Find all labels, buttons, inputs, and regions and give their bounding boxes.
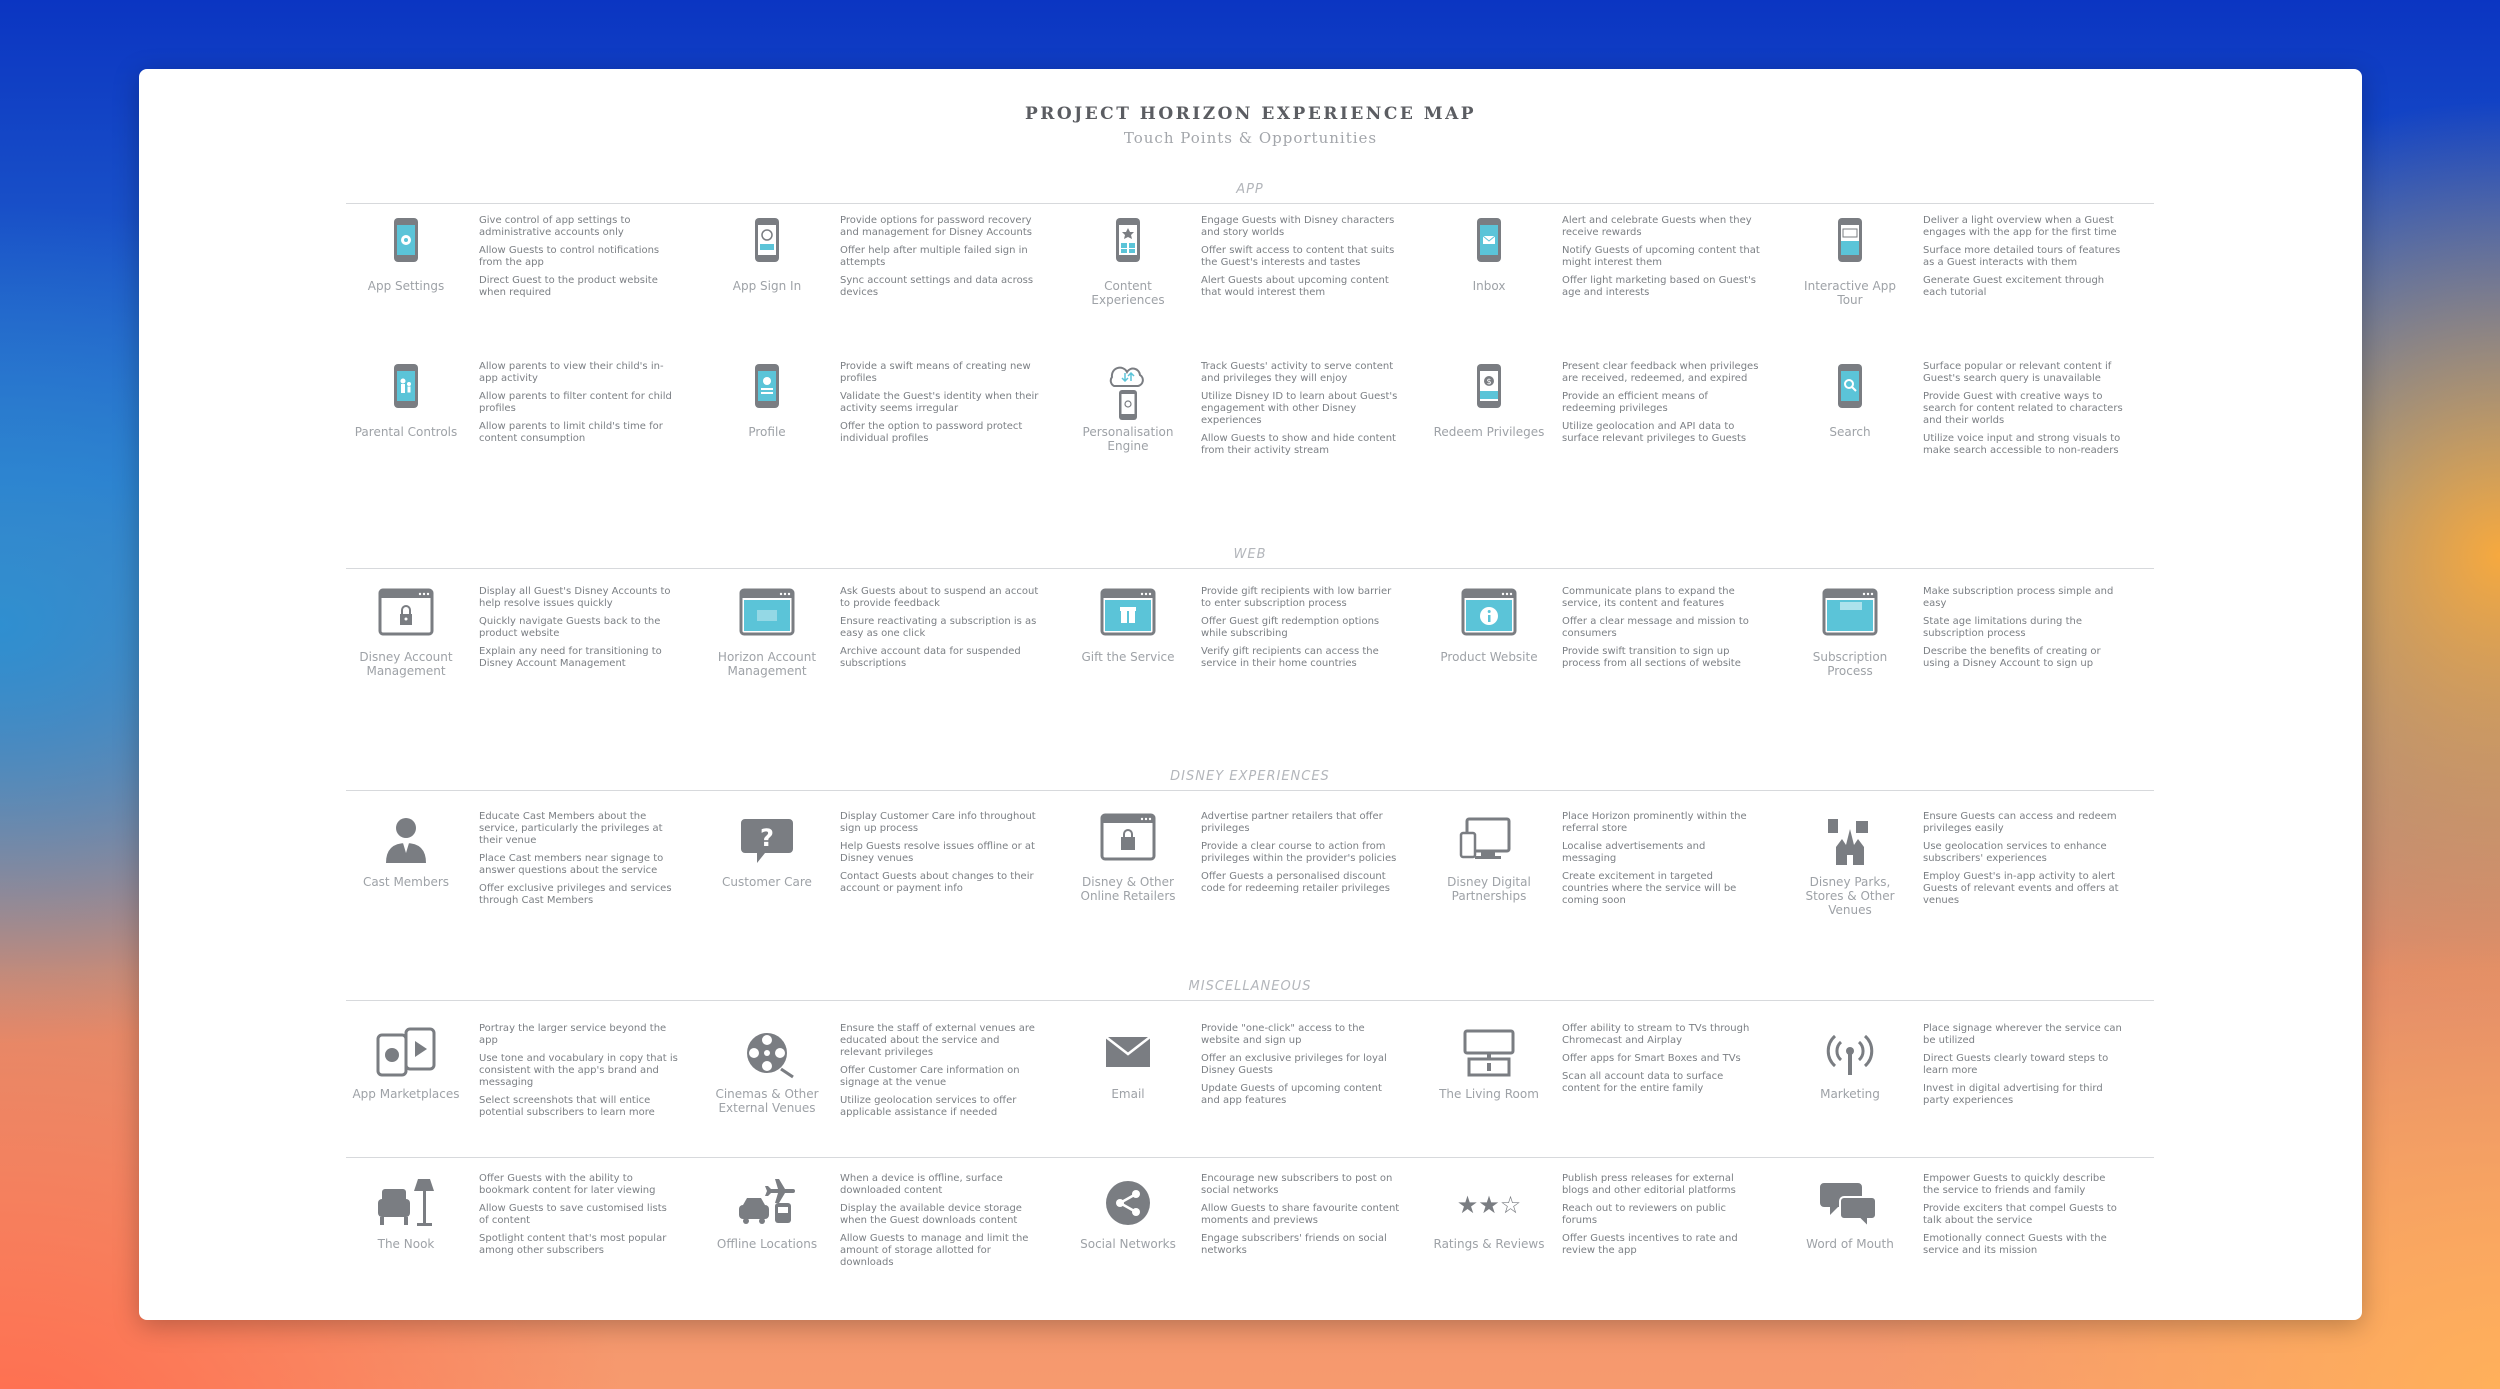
opportunity-item: Direct Guests clearly toward steps to learn more <box>1923 1053 2109 1076</box>
touchpoint-label: Word of Mouth <box>1806 1237 1894 1251</box>
speech-bubbles-icon <box>1814 1173 1886 1235</box>
touchpoint-label: Disney Parks, Stores & Other Venues <box>1805 875 1895 917</box>
touchpoint-cell <box>707 361 1068 486</box>
opportunity-item: Display all Guest's Disney Accounts to help resolve issues quickly <box>479 586 671 609</box>
touchpoint-cell <box>1429 1173 1790 1298</box>
opportunity-item: Portray the larger service beyond the app <box>479 1023 667 1046</box>
touchpoint-label: Horizon Account Management <box>717 650 817 678</box>
opportunity-item: Offer an exclusive privileges for loyal Disney Guests <box>1201 1053 1387 1076</box>
touchpoint-row <box>346 1023 2154 1148</box>
opportunity-item: Display Customer Care info throughout sign up process <box>840 811 1036 834</box>
browser-join-icon <box>1814 586 1886 648</box>
opportunity-item: Offer help after multiple failed sign in attempts <box>840 245 1028 268</box>
touchpoint-cell <box>1790 361 2151 486</box>
opportunity-item: Contact Guests about changes to their account or payment info <box>840 871 1034 894</box>
opportunity-item: Allow Guests to save customised lists of content <box>479 1203 667 1226</box>
touchpoint-cell <box>1429 586 1790 711</box>
opportunity-item: Educate Cast Members about the service, particularly the privileges at their venue <box>479 811 663 846</box>
phone-search-icon <box>1814 361 1886 423</box>
armchair-lamp-icon <box>370 1173 442 1235</box>
opportunity-item: Archive account data for suspended subscriptions <box>840 646 1021 669</box>
touchpoint-cell <box>1429 811 1790 936</box>
opportunity-item: Ensure the staff of external venues are educated about the service and relevant privileges <box>840 1023 1035 1058</box>
touchpoint-cell <box>1790 1173 2151 1298</box>
touchpoint-label: Personalisation Engine <box>1082 425 1174 453</box>
touchpoint-label: App Marketplaces <box>352 1087 460 1101</box>
touchpoint <box>346 215 466 340</box>
opportunity-item: Offer swift access to content that suits the Guest's interests and tastes <box>1201 245 1395 268</box>
touchpoint-cell <box>1068 215 1429 340</box>
svg-text:$: $ <box>1486 377 1492 386</box>
opportunity-item: Display the available device storage when the Guest downloads content <box>840 1203 1022 1226</box>
row-divider <box>346 1157 2154 1158</box>
opportunities-list <box>840 586 1040 676</box>
touchpoint-cell <box>346 1023 707 1148</box>
opportunities-list <box>479 215 679 305</box>
touchpoint-cell <box>707 215 1068 340</box>
touchpoint <box>1790 811 1910 936</box>
share-icon <box>1092 1173 1164 1235</box>
opportunity-item: Present clear feedback when privileges are received, redeemed, and expired <box>1562 361 1759 384</box>
opportunity-item: Offer Guest gift redemption options while subscribing <box>1201 616 1380 639</box>
touchpoint-cell <box>1790 811 2151 936</box>
broadcast-icon <box>1814 1023 1886 1085</box>
browser-lock-icon <box>370 586 442 648</box>
opportunity-item: Scan all account data to surface content for the entire family <box>1562 1071 1724 1094</box>
touchpoint-label: Content Experiences <box>1091 279 1165 307</box>
opportunity-item: Engage Guests with Disney characters and story worlds <box>1201 215 1395 238</box>
touchpoint <box>1429 361 1549 486</box>
touchpoint-cell <box>707 586 1068 711</box>
touchpoint-label: Interactive App Tour <box>1804 279 1896 307</box>
opportunities-list <box>1923 215 2123 305</box>
touchpoint-row <box>346 811 2154 936</box>
film-reel-icon <box>731 1023 803 1085</box>
touchpoint-cell <box>707 1173 1068 1298</box>
opportunity-item: Offer apps for Smart Boxes and TVs <box>1562 1053 1741 1064</box>
opportunity-item: Help Guests resolve issues offline or at Disney venues <box>840 841 1035 864</box>
opportunity-item: Allow parents to filter content for child profiles <box>479 391 672 414</box>
touchpoint-label: Social Networks <box>1080 1237 1176 1251</box>
opportunity-item: Give control of app settings to administrative accounts only <box>479 215 631 238</box>
touchpoint-cell <box>707 1023 1068 1148</box>
opportunity-item: Utilize voice input and strong visuals to make search accessible to non-readers <box>1923 433 2121 456</box>
touchpoint-row <box>346 361 2154 486</box>
opportunity-item: Offer Guests with the ability to bookmark content for later viewing <box>479 1173 656 1196</box>
section-disney-experiences <box>346 768 2154 791</box>
opportunity-item: Direct Guest to the product website when required <box>479 275 658 298</box>
touchpoint-cell <box>1068 811 1429 936</box>
touchpoint-label: Cast Members <box>362 875 450 889</box>
opportunity-item: Provide "one-click" access to the website and sign up <box>1201 1023 1365 1046</box>
touchpoint <box>1429 1023 1549 1148</box>
touchpoint <box>346 811 466 936</box>
touchpoint-label: Cinemas & Other External Venues <box>715 1087 819 1115</box>
opportunity-item: Offer the option to password protect individual profiles <box>840 421 1023 444</box>
opportunity-item: Communicate plans to expand the service, its content and features <box>1562 586 1735 609</box>
touchpoint-cell <box>1068 586 1429 711</box>
opportunities-list <box>1562 215 1762 305</box>
browser-my-account-icon <box>731 586 803 648</box>
opportunities-list <box>479 586 679 676</box>
opportunity-item: Offer a clear message and mission to consumers <box>1562 616 1749 639</box>
opportunity-item: Provide swift transition to sign up process from all sections of website <box>1562 646 1741 669</box>
touchpoint-row <box>346 215 2154 340</box>
opportunities-list <box>1201 811 1401 901</box>
section-web <box>346 546 2154 569</box>
opportunity-item: Allow Guests to control notifications from the app <box>479 245 660 268</box>
section-divider <box>346 1000 2154 1001</box>
opportunity-item: Alert Guests about upcoming content that would interest them <box>1201 275 1389 298</box>
opportunities-list <box>1562 361 1762 451</box>
phone-cloud-sync-icon <box>1092 361 1164 423</box>
opportunities-list <box>479 361 679 451</box>
touchpoint <box>1790 215 1910 340</box>
touchpoint-label: Disney & Other Online Retailers <box>1080 875 1176 903</box>
opportunity-item: Empower Guests to quickly describe the service to friends and family <box>1923 1173 2106 1196</box>
opportunity-item: Utilize geolocation services to offer applicable assistance if needed <box>840 1095 1017 1118</box>
opportunity-item: Track Guests' activity to serve content and privileges they will enjoy <box>1201 361 1394 384</box>
opportunity-item: Use geolocation services to enhance subscribers' experiences <box>1923 841 2107 864</box>
opportunity-item: State age limitations during the subscription process <box>1923 616 2082 639</box>
opportunity-item: Quickly navigate Guests back to the product website <box>479 616 661 639</box>
opportunity-item: Place signage wherever the service can be utilized <box>1923 1023 2122 1046</box>
section-label: WEB <box>1233 547 1267 562</box>
opportunity-item: Utilize Disney ID to learn about Guest's engagement with other Disney experiences <box>1201 391 1398 426</box>
touchpoint <box>1429 215 1549 340</box>
phone-sign-in-icon <box>731 215 803 277</box>
opportunity-item: Offer ability to stream to TVs through Chromecast and Airplay <box>1562 1023 1750 1046</box>
opportunity-item: Ask Guests about to suspend an accout to provide feedback <box>840 586 1039 609</box>
section-divider <box>346 790 2154 791</box>
castle-icon <box>1814 811 1886 873</box>
touchpoint-label: Gift the Service <box>1081 650 1175 664</box>
opportunity-item: Reach out to reviewers on public forums <box>1562 1203 1727 1226</box>
opportunities-list <box>1201 215 1401 305</box>
touchpoint <box>707 361 827 486</box>
touchpoint-cell <box>1068 361 1429 486</box>
cast-member-icon <box>370 811 442 873</box>
opportunities-list <box>840 1023 1040 1125</box>
travel-icon <box>731 1173 803 1235</box>
opportunity-item: Surface popular or relevant content if Guest's search query is unavailable <box>1923 361 2112 384</box>
touchpoint <box>1068 361 1188 486</box>
opportunities-list <box>840 1173 1040 1275</box>
touchpoint-cell <box>707 811 1068 936</box>
opportunity-item: Ensure Guests can access and redeem privileges easily <box>1923 811 2117 834</box>
touchpoint-cell <box>1068 1023 1429 1148</box>
touchpoint <box>1790 1023 1910 1148</box>
opportunities-list <box>1201 586 1401 676</box>
touchpoint <box>1790 361 1910 486</box>
touchpoint-label: Disney Digital Partnerships <box>1447 875 1531 903</box>
opportunity-item: Place Horizon prominently within the referral store <box>1562 811 1747 834</box>
touchpoint <box>1068 1173 1188 1298</box>
phone-content-icon <box>1092 215 1164 277</box>
opportunity-item: Localise advertisements and messaging <box>1562 841 1706 864</box>
opportunity-item: Generate Guest excitement through each tutorial <box>1923 275 2105 298</box>
tv-icon <box>1453 1023 1525 1085</box>
envelope-icon <box>1092 1023 1164 1085</box>
opportunity-item: Explain any need for transitioning to Disney Account Management <box>479 646 662 669</box>
touchpoint <box>1429 811 1549 936</box>
opportunity-item: Surface more detailed tours of features as a Guest interacts with them <box>1923 245 2121 268</box>
touchpoint <box>1068 586 1188 711</box>
opportunities-list <box>840 811 1040 901</box>
opportunity-item: Emotionally connect Guests with the service and its mission <box>1923 1233 2107 1256</box>
opportunity-item: Advertise partner retailers that offer privileges <box>1201 811 1383 834</box>
opportunity-item: Publish press releases for external blogs and other editorial platforms <box>1562 1173 1736 1196</box>
touchpoint-label: Marketing <box>1820 1087 1880 1101</box>
touchpoint <box>707 811 827 936</box>
opportunity-item: Provide options for password recovery and management for Disney Accounts <box>840 215 1032 238</box>
opportunity-item: Employ Guest's in-app activity to alert Guests of relevant events and offers at venues <box>1923 871 2119 906</box>
touchpoint-row <box>346 1173 2154 1298</box>
opportunities-list <box>1201 1023 1401 1113</box>
opportunities-list <box>840 361 1040 451</box>
opportunities-list <box>1562 1023 1762 1101</box>
touchpoint-cell <box>1429 215 1790 340</box>
touchpoint-label: Parental Controls <box>354 425 458 439</box>
touchpoint-label: App Sign In <box>732 279 802 293</box>
opportunity-item: Offer light marketing based on Guest's age and interests <box>1562 275 1757 298</box>
experience-map-sheet <box>139 69 2362 1320</box>
touchpoint <box>1429 586 1549 711</box>
touchpoint <box>346 1023 466 1148</box>
touchpoint <box>346 586 466 711</box>
section-divider <box>346 203 2154 204</box>
browser-gift-icon <box>1092 586 1164 648</box>
touchpoint-label: Email <box>1111 1087 1145 1101</box>
opportunity-item: Allow Guests to manage and limit the amount of storage allotted for downloads <box>840 1233 1029 1268</box>
opportunities-list <box>1201 361 1401 463</box>
touchpoint-cell <box>1790 1023 2151 1148</box>
phone-family-icon <box>370 361 442 423</box>
opportunity-item: Engage subscribers' friends on social networks <box>1201 1233 1387 1256</box>
phone-tour-icon <box>1814 215 1886 277</box>
opportunities-list <box>479 1173 679 1263</box>
opportunities-list <box>1923 811 2123 913</box>
touchpoint <box>1068 215 1188 340</box>
touchpoint-label: Profile <box>748 425 786 439</box>
opportunities-list <box>1923 586 2123 676</box>
devices-icon <box>1453 811 1525 873</box>
touchpoint <box>346 1173 466 1298</box>
section-label: APP <box>1236 182 1264 197</box>
touchpoint <box>1068 811 1188 936</box>
opportunities-list <box>479 811 679 913</box>
opportunity-item: Notify Guests of upcoming content that might interest them <box>1562 245 1760 268</box>
touchpoint-label: Product Website <box>1440 650 1538 664</box>
touchpoint <box>1790 1173 1910 1298</box>
opportunity-item: Allow parents to view their child's in-app activity <box>479 361 664 384</box>
page-title: PROJECT HORIZON EXPERIENCE MAP <box>1024 104 1477 124</box>
opportunity-item: Provide a clear course to action from privileges within the provider's policies <box>1201 841 1397 864</box>
touchpoint-cell <box>346 811 707 936</box>
phone-gear-icon <box>370 215 442 277</box>
opportunity-item: Provide Guest with creative ways to search for content related to characters and their worlds <box>1923 391 2123 426</box>
opportunity-item: Validate the Guest's identity when their activity seems irregular <box>840 391 1039 414</box>
section-app <box>346 181 2154 204</box>
touchpoint-label: Subscription Process <box>1812 650 1888 678</box>
touchpoint-label: Customer Care <box>722 875 812 889</box>
phone-mail-icon <box>1453 215 1525 277</box>
opportunity-item: Spotlight content that's most popular among other subscribers <box>479 1233 667 1256</box>
question-bubble-icon <box>731 811 803 873</box>
opportunity-item: Offer exclusive privileges and services through Cast Members <box>479 883 672 906</box>
opportunities-list <box>1562 586 1762 676</box>
section-label: DISNEY EXPERIENCES <box>1170 769 1330 784</box>
opportunity-item: Use tone and vocabulary in copy that is consistent with the app's brand and messaging <box>479 1053 678 1088</box>
opportunity-item: Verify gift recipients can access the service in their home countries <box>1201 646 1379 669</box>
opportunity-item: Encourage new subscribers to post on social networks <box>1201 1173 1393 1196</box>
app-store-icon <box>370 1023 442 1085</box>
opportunities-list <box>1562 1173 1762 1263</box>
section-label: MISCELLANEOUS <box>1188 979 1312 994</box>
opportunity-item: Offer Guests a personalised discount code for redeeming retailer privileges <box>1201 871 1390 894</box>
opportunity-item: Offer Guests incentives to rate and review the app <box>1562 1233 1738 1256</box>
touchpoint-row <box>346 586 2154 711</box>
opportunity-item: Utilize geolocation and API data to surface relevant privileges to Guests <box>1562 421 1747 444</box>
opportunity-item: Provide gift recipients with low barrier to enter subscription process <box>1201 586 1392 609</box>
opportunity-item: Invest in digital advertising for third party experiences <box>1923 1083 2103 1106</box>
touchpoint-cell <box>1429 361 1790 486</box>
touchpoint-cell <box>346 586 707 711</box>
section-miscellaneous <box>346 978 2154 1001</box>
svg-text:★★☆: ★★☆ <box>1456 1191 1522 1219</box>
phone-profile-icon <box>731 361 803 423</box>
touchpoint-label: Redeem Privileges <box>1433 425 1545 439</box>
opportunity-item: Create excitement in targeted countries where the service will be coming soon <box>1562 871 1737 906</box>
touchpoint-label: Search <box>1829 425 1871 439</box>
opportunities-list <box>1923 361 2123 463</box>
touchpoint <box>707 1173 827 1298</box>
opportunities-list <box>1923 1023 2123 1113</box>
opportunities-list <box>1201 1173 1401 1263</box>
opportunity-item: Deliver a light overview when a Guest engages with the app for the first time <box>1923 215 2117 238</box>
opportunity-item: Make subscription process simple and easy <box>1923 586 2114 609</box>
opportunity-item: Update Guests of upcoming content and app features <box>1201 1083 1382 1106</box>
opportunity-item: Allow Guests to show and hide content from their activity stream <box>1201 433 1396 456</box>
touchpoint <box>1068 1023 1188 1148</box>
opportunities-list <box>479 1023 679 1125</box>
touchpoint-cell <box>1068 1173 1429 1298</box>
opportunity-item: Alert and celebrate Guests when they receive rewards <box>1562 215 1752 238</box>
opportunity-item: When a device is offline, surface downloaded content <box>840 1173 1003 1196</box>
touchpoint-cell <box>1429 1023 1790 1148</box>
opportunity-item: Describe the benefits of creating or using a Disney Account to sign up <box>1923 646 2101 669</box>
touchpoint-cell <box>346 361 707 486</box>
touchpoint <box>1790 586 1910 711</box>
opportunity-item: Select screenshots that will entice potential subscribers to learn more <box>479 1095 655 1118</box>
opportunity-item: Sync account settings and data across devices <box>840 275 1034 298</box>
browser-bag-icon <box>1092 811 1164 873</box>
page-subtitle: Touch Points & Opportunities <box>1123 129 1378 147</box>
touchpoint-cell <box>1790 586 2151 711</box>
stars-icon <box>1453 1173 1525 1235</box>
opportunities-list <box>1562 811 1762 913</box>
section-divider <box>346 568 2154 569</box>
opportunity-item: Allow parents to limit child's time for content consumption <box>479 421 663 444</box>
touchpoint-label: Disney Account Management <box>359 650 453 678</box>
touchpoint-label: Offline Locations <box>716 1237 818 1251</box>
phone-redeem-icon <box>1453 361 1525 423</box>
opportunity-item: Provide a swift means of creating new profiles <box>840 361 1031 384</box>
opportunities-list <box>1923 1173 2123 1263</box>
touchpoint <box>346 361 466 486</box>
touchpoint <box>1429 1173 1549 1298</box>
opportunity-item: Place Cast members near signage to answer questions about the service <box>479 853 664 876</box>
touchpoint-cell <box>1790 215 2151 340</box>
opportunity-item: Provide exciters that compel Guests to talk about the service <box>1923 1203 2117 1226</box>
touchpoint-cell <box>346 1173 707 1298</box>
opportunity-item: Allow Guests to share favourite content moments and previews <box>1201 1203 1400 1226</box>
touchpoint-label: Inbox <box>1472 279 1506 293</box>
touchpoint <box>707 215 827 340</box>
opportunity-item: Provide an efficient means of redeeming privileges <box>1562 391 1708 414</box>
touchpoint-label: Ratings & Reviews <box>1433 1237 1545 1251</box>
touchpoint <box>707 1023 827 1148</box>
touchpoint-label: The Living Room <box>1439 1087 1539 1101</box>
opportunity-item: Offer Customer Care information on signage at the venue <box>840 1065 1020 1088</box>
opportunities-list <box>840 215 1040 305</box>
svg-text:?: ? <box>760 824 774 852</box>
touchpoint-cell <box>346 215 707 340</box>
browser-info-icon <box>1453 586 1525 648</box>
touchpoint <box>707 586 827 711</box>
touchpoint-label: The Nook <box>377 1237 435 1251</box>
opportunity-item: Ensure reactivating a subscription is as easy as one click <box>840 616 1037 639</box>
touchpoint-label: App Settings <box>367 279 445 293</box>
